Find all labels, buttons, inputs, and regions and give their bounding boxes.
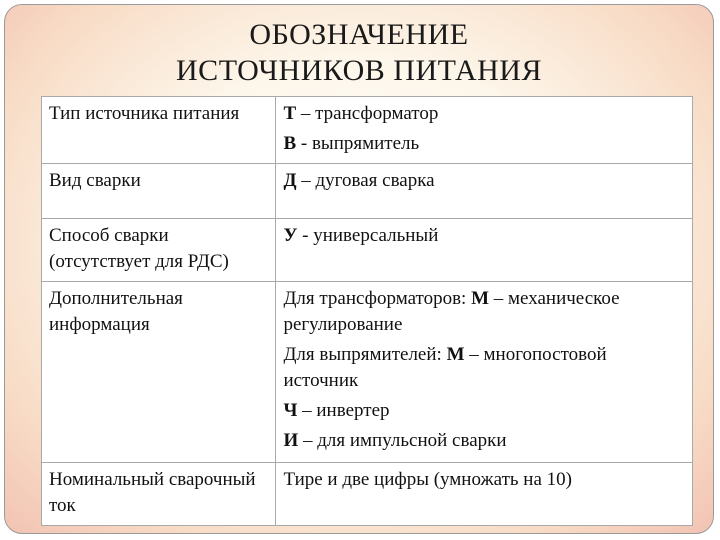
designation-table — [41, 96, 693, 526]
value-line — [283, 223, 686, 249]
value-line — [283, 428, 686, 454]
code-letter: В — [283, 133, 297, 154]
value-line — [283, 131, 686, 157]
table-row — [42, 97, 693, 164]
code-letter: И — [283, 430, 299, 451]
code-meaning: - универсальный — [297, 225, 439, 246]
code-letter: Ч — [283, 400, 298, 421]
code-letter: М — [471, 288, 490, 309]
row-value-cell — [276, 463, 693, 526]
table-row — [42, 164, 693, 219]
row-label: Дополнительная информация — [49, 288, 183, 335]
table-row — [42, 463, 693, 526]
code-meaning: – механическое регулирование — [283, 288, 620, 335]
value-line: Тире и две цифры (умножать на 10) — [283, 469, 572, 490]
code-letter: Т — [283, 103, 297, 124]
table-row — [42, 219, 693, 282]
code-letter: Д — [283, 170, 297, 191]
code-meaning: – для импульсной сварки — [298, 430, 507, 451]
code-meaning: – многопостовой источник — [283, 344, 607, 391]
code-meaning: - выпрямитель — [296, 133, 420, 154]
title-line-2: ИСТОЧНИКОВ ПИТАНИЯ — [176, 54, 542, 87]
row-label-cell — [42, 463, 276, 526]
row-label-cell — [42, 164, 276, 219]
row-label-cell — [42, 282, 276, 463]
slide-title — [5, 17, 713, 89]
row-value-cell — [276, 282, 693, 463]
code-meaning: – трансформатор — [296, 103, 439, 124]
row-value-cell — [276, 97, 693, 164]
value-line — [283, 168, 686, 194]
code-prefix: Для выпрямителей: — [283, 344, 447, 365]
row-label: Тип источника питания — [49, 103, 240, 124]
row-value-cell — [276, 219, 693, 282]
value-line — [283, 286, 686, 338]
row-label-cell — [42, 219, 276, 282]
value-line — [283, 398, 686, 424]
title-line-1: ОБОЗНАЧЕНИЕ — [249, 18, 469, 51]
row-label-cell — [42, 97, 276, 164]
row-label: Номинальный сварочный ток — [49, 469, 256, 516]
code-meaning: – дуговая сварка — [296, 170, 435, 191]
row-value-cell — [276, 164, 693, 219]
code-letter: У — [283, 225, 298, 246]
code-letter: М — [446, 344, 465, 365]
code-meaning: – инвертер — [297, 400, 390, 421]
code-prefix: Для трансформаторов: — [283, 288, 472, 309]
table-row — [42, 282, 693, 463]
value-line — [283, 101, 686, 127]
row-label: Вид сварки — [49, 170, 141, 191]
slide — [4, 4, 714, 534]
value-line — [283, 342, 686, 394]
row-label: Способ сварки (отсутствует для РДС) — [49, 225, 229, 272]
